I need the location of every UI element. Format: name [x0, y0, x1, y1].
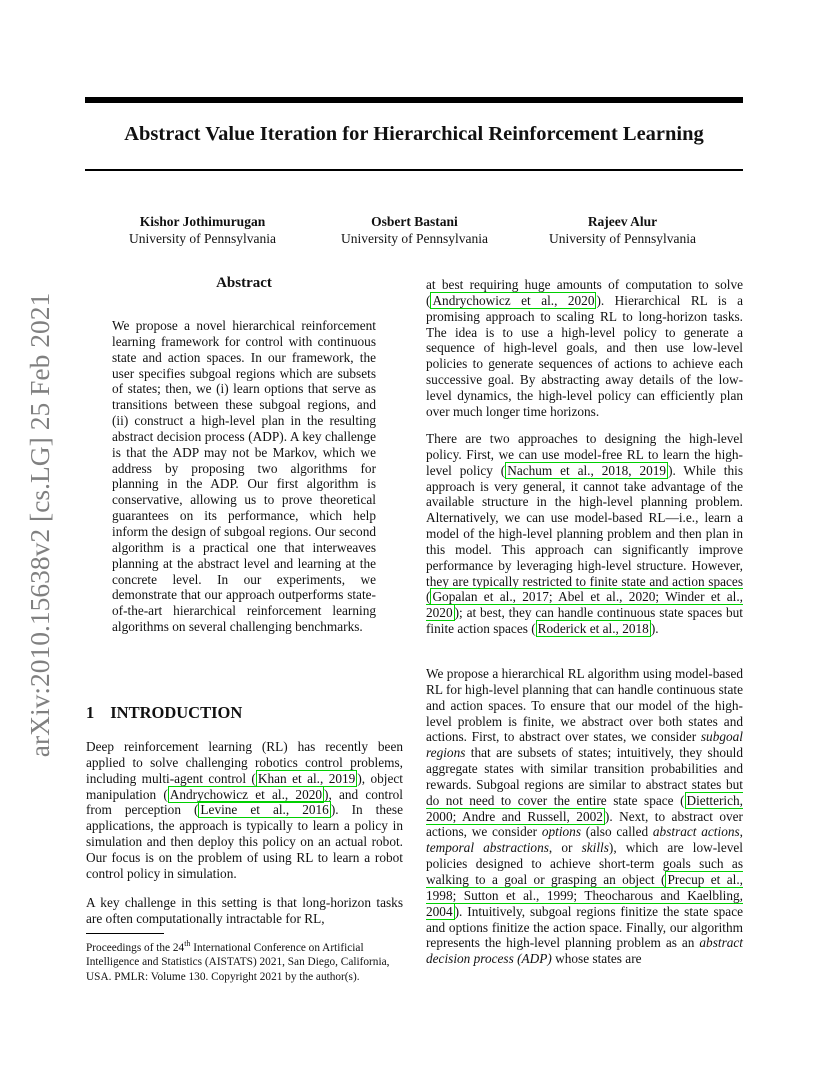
arxiv-id: arXiv:2010.15638v2 [cs.LG] 25 Feb 2021 — [24, 292, 55, 758]
author-affiliation: University of Pennsylvania — [549, 231, 696, 246]
title-rule — [85, 169, 743, 171]
citation-link[interactable]: Levine et al., 2016 — [200, 802, 329, 818]
top-rule — [85, 97, 743, 103]
abstract-heading: Abstract — [216, 275, 272, 291]
intro-paragraph: Deep reinforcement learning (RL) has recently been applied to solve challenging robotics control problems, including multi-agent control ( Khan et al., 2019 ), object manipulation ( Andrychowicz et al., 2020 ), and control from perception ( Levine et al., 2016 ). In these applications, the approach is typically to learn a policy in simulation and then deploy this policy on an actual robot. Our focus is on the problem of using RL to learn a robot control policy in simulation. — [86, 739, 404, 881]
abstract-body: We propose a novel hierarchical reinforcement learning framework for control with continuous state and action spaces. In our framework, the user specifies subgoal regions which are subsets of states; then, we (i) learn options that serve as transitions between these subgoal regions, and (ii) construct a high-level plan in the resulting abstract decision process (ADP). A key challenge is that the ADP may not be Markov, which we address by proposing two algorithms for planning in the ADP. Our first algorithm is conservative, allowing us to prove theoretical guarantees on its performance, which help inform the design of subgoal regions. Our second algorithm is a practical one that interweaves planning at the abstract level and learning at the concrete level. In our experiments, we demonstrate that our approach outperforms state-of-the-art hierarchical reinforcement learning algorithms on several challenging benchmarks. — [112, 318, 376, 635]
citation-link[interactable]: Andrychowicz et al., 2020 — [432, 292, 595, 308]
section-title: INTRODUCTION — [110, 703, 243, 722]
citation-link[interactable]: Khan et al., 2019 — [257, 770, 356, 786]
footnote-sup: th — [184, 939, 191, 948]
citation-link[interactable]: Gopalan et al., 2017; Abel et al., 2020; Winder et al., 2020 — [426, 589, 743, 621]
right-paragraph-1: at best requiring huge amounts of computation to solve ( Andrychowicz et al., 2020 ). Hierarchical RL is a promising approach to scaling RL to long-horizon tasks. The idea is to use a high-level policy to generate a sequence of high-level goals, and then use low-level policies to generate sequences of actions to achieve each successive goal. By abstracting away details of the low-level dynamics, the high-level policy can efficiently plan over much longer time horizons. — [426, 277, 743, 419]
author-affiliation: University of Pennsylvania — [341, 231, 488, 246]
footnote-rule — [86, 933, 164, 934]
author-name: Rajeev Alur — [587, 214, 658, 229]
right-paragraph-3: We propose a hierarchical RL algorithm using model-based RL for high-level planning that can handle continuous state and action spaces. To ensure that our model of the high-level problem is finite, we abstract over both states and actions. First, to abstract over states, we consider subgoal regions that are subsets of states; intuitively, they should aggregate states with similar transition probabilities and rewards. Subgoal regions are similar to abstract states but do not need to cover the entire state space ( Dietterich, 2000; Andre and Russell, 2002 ). Next, to abstract over actions, we consider options (also called abstract actions, temporal abstractions, or skills), which are low-level policies designed to achieve short-term goals such as walking to a goal or grasping an object ( Precup et al., 1998; Sutton et al., 1999; Theocharous and Kaelbling, 2004 ). Intuitively, subgoal regions finitize the state space and options finitize the action space. Finally, our algorithm represents the high-level planning problem as an abstract decision process (ADP) whose states are — [426, 666, 744, 967]
citation-link[interactable]: Precup et al., 1998; Sutton et al., 1999; Theocharous and Kaelbling, 2004 — [426, 871, 744, 919]
citation-link[interactable]: Nachum et al., 2018, 2019 — [507, 462, 667, 478]
intro-paragraph: A key challenge in this setting is that long-horizon tasks are often computationally intractable for RL, — [86, 895, 403, 926]
author-3 — [520, 213, 725, 247]
author-2 — [312, 213, 517, 247]
citation-link[interactable]: Roderick et al., 2018 — [537, 621, 649, 637]
author-name: Osbert Bastani — [371, 214, 458, 229]
section-number: 1 — [86, 703, 95, 722]
author-affiliation: University of Pennsylvania — [129, 231, 276, 246]
footnote: Proceedings of the 24th International Conference on Artificial Intelligence and Statistics (AISTATS) 2021, San Diego, California, USA. PMLR: Volume 130. Copyright 2021 by the author(s). — [86, 939, 390, 983]
author-1 — [100, 213, 305, 247]
citation-link[interactable]: Dietterich, 2000; Andre and Russell, 2002 — [426, 792, 743, 824]
arxiv-stamp — [20, 290, 60, 760]
right-paragraph-2: There are two approaches to designing the high-level policy. First, we can use model-free RL to learn the high-level policy ( Nachum et al., 2018, 2019 ). While this approach is very general, it cannot take advantage of the available structure in the high-level planning problem. Alternatively, we can use model-based RL—i.e., learn a model of the high-level planning problem and then plan in this model. This approach can significantly improve performance by leveraging high-level structure. However, they are typically restricted to finite state and action spaces ( Gopalan et al., 2017; Abel et al., 2020; Winder et al., 2020 ); at best, they can handle continuous state spaces but finite action spaces ( Roderick et al., 2018 ). — [426, 431, 743, 637]
author-name: Kishor Jothimurugan — [139, 214, 266, 229]
citation-link[interactable]: Andrychowicz et al., 2020 — [169, 786, 323, 802]
paper-title: Abstract Value Iteration for Hierarchical Reinforcement Learning — [124, 123, 704, 145]
section-heading — [86, 703, 242, 723]
